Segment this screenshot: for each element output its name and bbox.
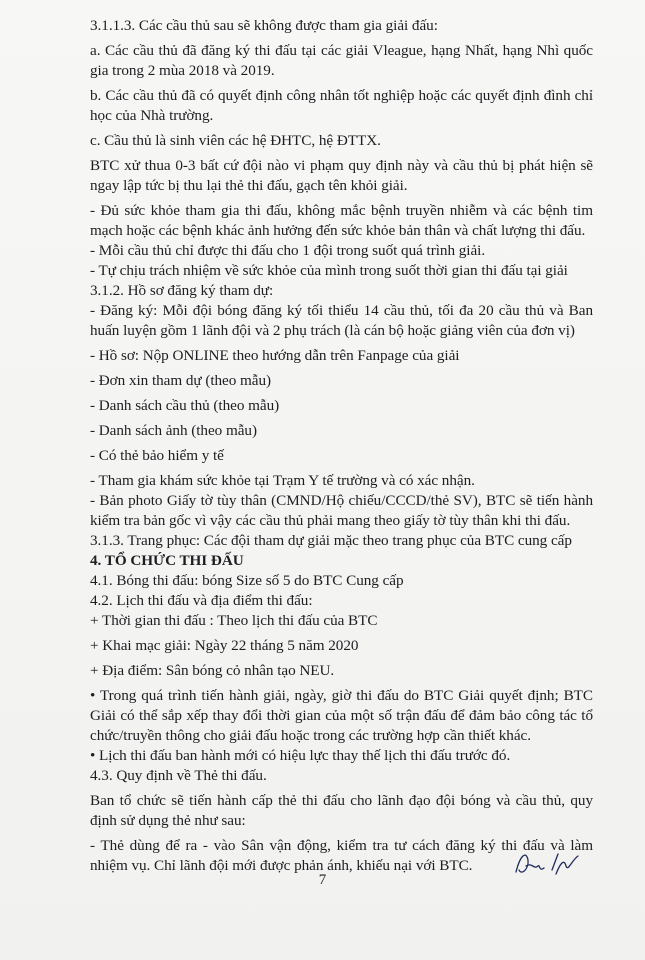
card-issuance: Ban tổ chức sẽ tiến hành cấp thẻ thi đấu cho lãnh đạo đội bóng và cầu thủ, quy định sử dụng thẻ như sau: (90, 792, 593, 829)
penalty-text: BTC xử thua 0-3 bất cứ đội nào vi phạm quy định này và cầu thủ bị phát hiện sẽ ngay lập tức bị thu lại thẻ thi đấu, gạch tên khỏi giải. (90, 157, 593, 194)
health-requirement: - Đủ sức khỏe tham gia thi đấu, không mắc bệnh truyền nhiễm và các bệnh tim mạch hoặc các bệnh khác ảnh hưởng đến sức khỏe bản thân và chất lượng thi đấu. (90, 202, 593, 239)
rule-b: b. Các cầu thủ đã có quyết định công nhân tốt nghiệp hoặc các quyết định đình chỉ học của Nhà trường. (90, 87, 593, 124)
registration-rule: - Đăng ký: Mỗi đội bóng đăng ký tối thiểu 14 cầu thủ, tối đa 20 cầu thủ và Ban huấn luyện gồm 1 lãnh đội và 2 phụ trách (là cán bộ hoặc giảng viên của đơn vị) (90, 302, 593, 339)
section-3-1-2: 3.1.2. Hồ sơ đăng ký tham dự: (90, 282, 274, 299)
section-4-heading: 4. TỔ CHỨC THI ĐẤU (90, 552, 244, 569)
section-3-1-3: 3.1.3. Trang phục: Các đội tham dự giải mặc theo trang phục của BTC cung cấp (90, 532, 572, 549)
schedule-replacement: • Lịch thi đấu ban hành mới có hiệu lực thay thế lịch thi đấu trước đó. (90, 747, 511, 764)
schedule-opening: + Khai mạc giải: Ngày 22 tháng 5 năm 2020 (90, 637, 359, 654)
rule-a: a. Các cầu thủ đã đăng ký thi đấu tại các giải Vleague, hạng Nhất, hạng Nhì quốc gia trong 2 mùa 2018 và 2019. (90, 42, 593, 79)
one-team-rule: - Mỗi cầu thủ chỉ được thi đấu cho 1 đội trong suốt quá trình giải. (90, 242, 486, 259)
section-4-1: 4.1. Bóng thi đấu: bóng Size số 5 do BTC Cung cấp (90, 572, 404, 589)
section-4-2: 4.2. Lịch thi đấu và địa điểm thi đấu: (90, 592, 313, 609)
dossier-online: - Hồ sơ: Nộp ONLINE theo hướng dẫn trên Fanpage của giải (90, 347, 460, 364)
dossier-photo-list: - Danh sách ảnh (theo mẫu) (90, 422, 257, 439)
schedule-changes: • Trong quá trình tiến hành giải, ngày, giờ thi đấu do BTC Giải quyết định; BTC Giải có thể sắp xếp thay đổi thời gian của một số trận đấu để đảm bảo công tác tổ chức/truyền thông cho giải đấu hoặc trong các trường hợp cần thiết khác. (90, 687, 593, 744)
health-responsibility: - Tự chịu trách nhiệm về sức khỏe của mình trong suốt thời gian thi đấu tại giải (90, 262, 568, 279)
dossier-application: - Đơn xin tham dự (theo mẫu) (90, 372, 272, 389)
page-number: 7 (318, 872, 327, 888)
card-usage: - Thẻ dùng để ra - vào Sân vận động, kiểm tra tư cách đăng ký thi đấu và làm nhiệm vụ. Chỉ lãnh đội mới được phản ánh, khiếu nại với BTC. (90, 837, 593, 874)
dossier-insurance: - Có thẻ bảo hiểm y tế (90, 447, 224, 464)
dossier-health-check: - Tham gia khám sức khỏe tại Trạm Y tế trường và có xác nhận. (90, 472, 475, 489)
schedule-time: + Thời gian thi đấu : Theo lịch thi đấu của BTC (90, 612, 378, 629)
dossier-player-list: - Danh sách cầu thủ (theo mẫu) (90, 397, 280, 414)
rule-c: c. Cầu thủ là sinh viên các hệ ĐHTC, hệ ĐTTX. (90, 132, 381, 149)
section-4-3: 4.3. Quy định về Thẻ thi đấu. (90, 767, 267, 784)
section-3-1-1-3: 3.1.1.3. Các cầu thủ sau sẽ không được tham gia giải đấu: (90, 17, 438, 34)
schedule-venue: + Địa điểm: Sân bóng cỏ nhân tạo NEU. (90, 662, 335, 679)
dossier-id-copy: - Bản photo Giấy tờ tùy thân (CMND/Hộ chiếu/CCCD/thẻ SV), BTC sẽ tiến hành kiểm tra bản gốc vì vậy các cầu thủ phải mang theo giấy tờ tùy thân khi thi đấu. (90, 492, 593, 529)
